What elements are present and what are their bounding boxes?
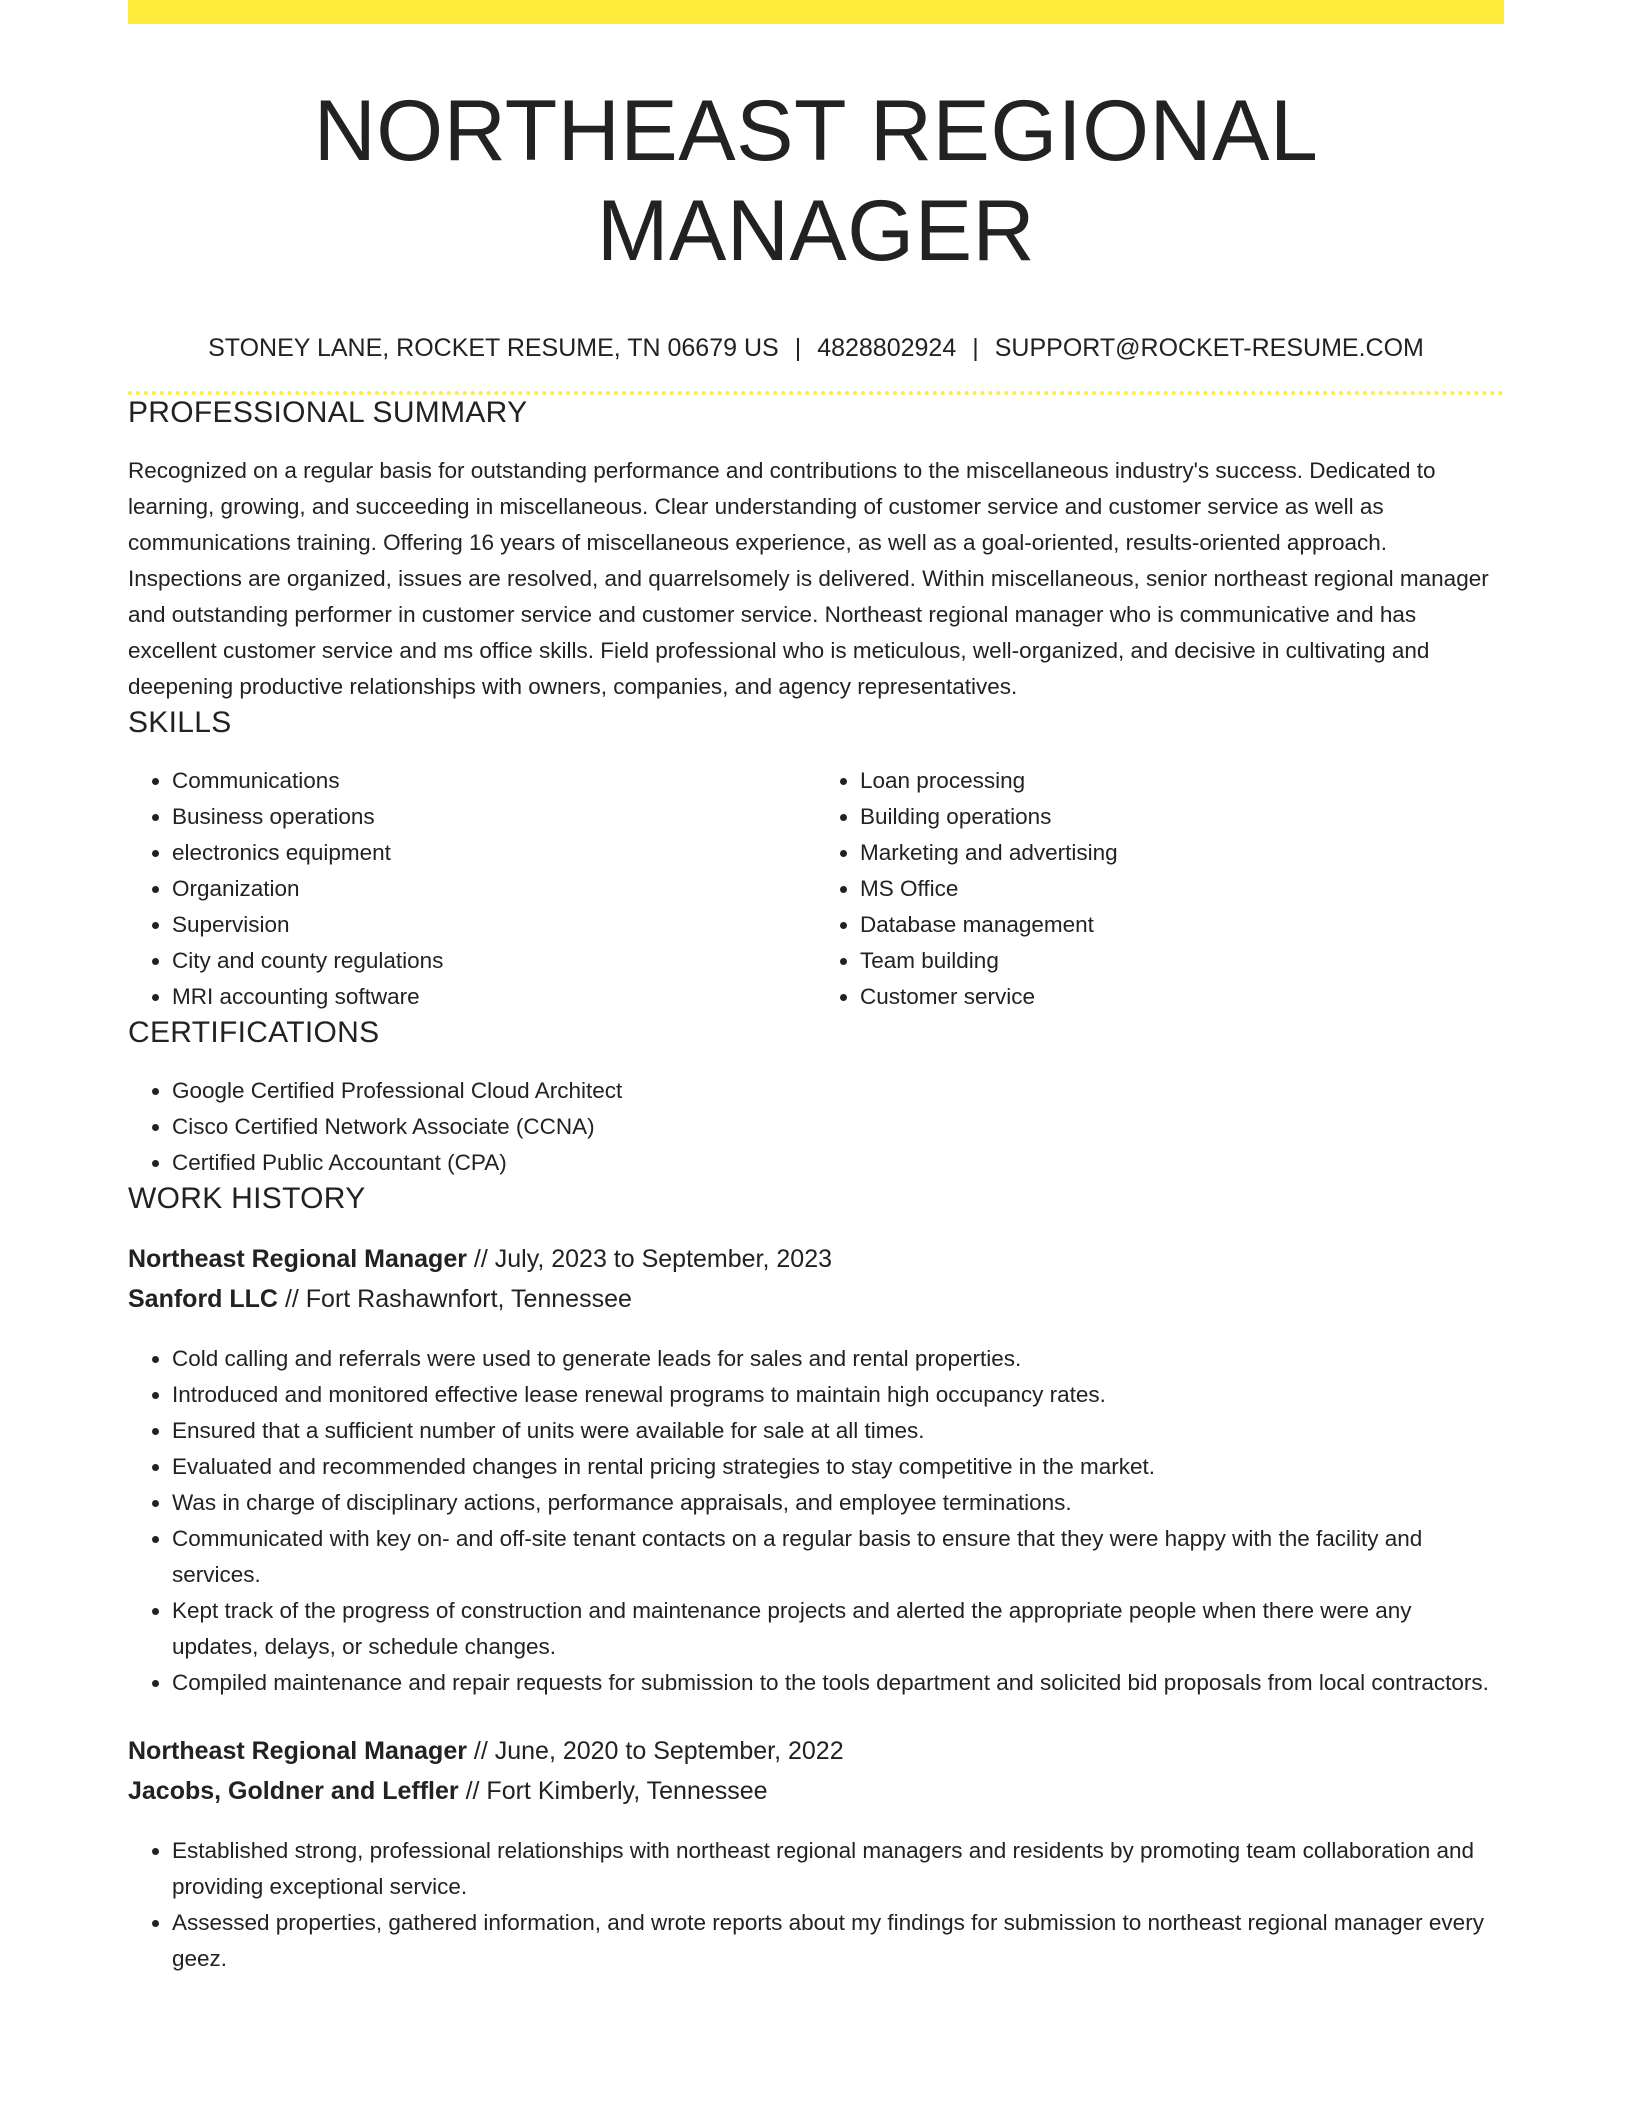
skill-item: • Team building [860,943,1504,979]
skill-item: • Communications [172,763,816,799]
contact-phone: 4828802924 [817,334,957,362]
skills-heading: SKILLS [128,706,232,739]
job-bullet: • Ensured that a sufficient number of units were available for sale at all times. [172,1413,1504,1449]
skill-item: • Business operations [172,799,816,835]
job-bullet: • Assessed properties, gathered information, and wrote reports about my findings for submission to northeast regional manager every geez. [172,1905,1504,1977]
job-entry [128,1239,1504,1701]
summary-text: Recognized on a regular basis for outstanding performance and contributions to the miscellaneous industry's success. Dedicated to learning, growing, and succeeding in miscellaneous. Clear understanding of customer service and customer service as well as communications training. Offering 16 years of miscellaneous experience, as well as a goal-oriented, results-oriented approach. Inspections are organized, issues are resolved, and quarrelsomely is delivered. Within miscellaneous, senior northeast regional manager and outstanding performer in customer service and customer service. Northeast regional manager who is communicative and has excellent customer service and ms office skills. Field professional who is meticulous, well-organized, and decisive in cultivating and deepening productive relationships with owners, companies, and agency representatives. [128,458,1489,699]
accent-bar [128,0,1504,24]
skills-columns [128,741,1504,1015]
skill-item: • electronics equipment [172,835,816,871]
job-title-line [128,1731,1504,1771]
job-bullet: • Introduced and monitored effective lease renewal programs to maintain high occupancy rates. [172,1377,1504,1413]
job-title-line [128,1239,1504,1279]
skill-item: • MS Office [860,871,1504,907]
job-bullet: • Communicated with key on- and off-site tenant contacts on a regular basis to ensure that they were happy with the facility and services. [172,1521,1504,1593]
certifications-list [128,1073,1504,1181]
job-title: Northeast Regional Manager [128,1737,467,1765]
certifications-heading: CERTIFICATIONS [128,1016,380,1049]
skill-item: • City and county regulations [172,943,816,979]
job-title: Northeast Regional Manager [128,1245,467,1273]
job-company: Jacobs, Goldner and Leffler [128,1777,459,1805]
resume-name: NORTHEAST REGIONAL MANAGER [313,83,1319,279]
job-bullet: • Was in charge of disciplinary actions, performance appraisals, and employee terminations. [172,1485,1504,1521]
work-history-heading: WORK HISTORY [128,1182,366,1215]
skill-item: • Building operations [860,799,1504,835]
certification-item: • Cisco Certified Network Associate (CCNA) [172,1109,1504,1145]
job-location: // Fort Kimberly, Tennessee [458,1777,768,1805]
job-entry [128,1731,1504,1977]
certification-item: • Google Certified Professional Cloud Architect [172,1073,1504,1109]
certification-item: • Certified Public Accountant (CPA) [172,1145,1504,1181]
job-bullet: • Compiled maintenance and repair requests for submission to the tools department and solicited bid proposals from local contractors. [172,1665,1504,1701]
skill-item: • Database management [860,907,1504,943]
skill-item: • Supervision [172,907,816,943]
contact-separator: | [972,334,979,362]
job-company: Sanford LLC [128,1285,278,1313]
job-bullet: • Kept track of the progress of construction and maintenance projects and alerted the appropriate people when there were any updates, delays, or schedule changes. [172,1593,1504,1665]
job-company-line [128,1771,1504,1811]
skill-item: • Customer service [860,979,1504,1015]
contact-separator: | [794,334,802,362]
job-bullets [128,1833,1504,1977]
contact-line [128,333,1504,363]
skill-item: • MRI accounting software [172,979,816,1015]
summary-heading: PROFESSIONAL SUMMARY [128,396,528,429]
job-location: // Fort Rashawnfort, Tennessee [278,1285,632,1313]
skill-item: • Organization [172,871,816,907]
skills-list-left [128,763,816,1015]
job-bullet: • Established strong, professional relationships with northeast regional managers and residents by promoting team collaboration and providing exceptional service. [172,1833,1504,1905]
skills-list-right [816,763,1504,1015]
skill-item: • Loan processing [860,763,1504,799]
job-dates: // July, 2023 to September, 2023 [466,1245,833,1273]
job-bullets [128,1341,1504,1701]
job-bullet: • Evaluated and recommended changes in rental pricing strategies to stay competitive in the market. [172,1449,1504,1485]
job-dates: // June, 2020 to September, 2022 [466,1737,844,1765]
skill-item: • Marketing and advertising [860,835,1504,871]
resume-content [128,24,1504,1977]
job-bullet: • Cold calling and referrals were used to generate leads for sales and rental properties. [172,1341,1504,1377]
job-company-line [128,1279,1504,1319]
contact-email: SUPPORT@ROCKET-RESUME.COM [994,334,1424,362]
contact-address: STONEY LANE, ROCKET RESUME, TN 06679 US [208,334,779,362]
